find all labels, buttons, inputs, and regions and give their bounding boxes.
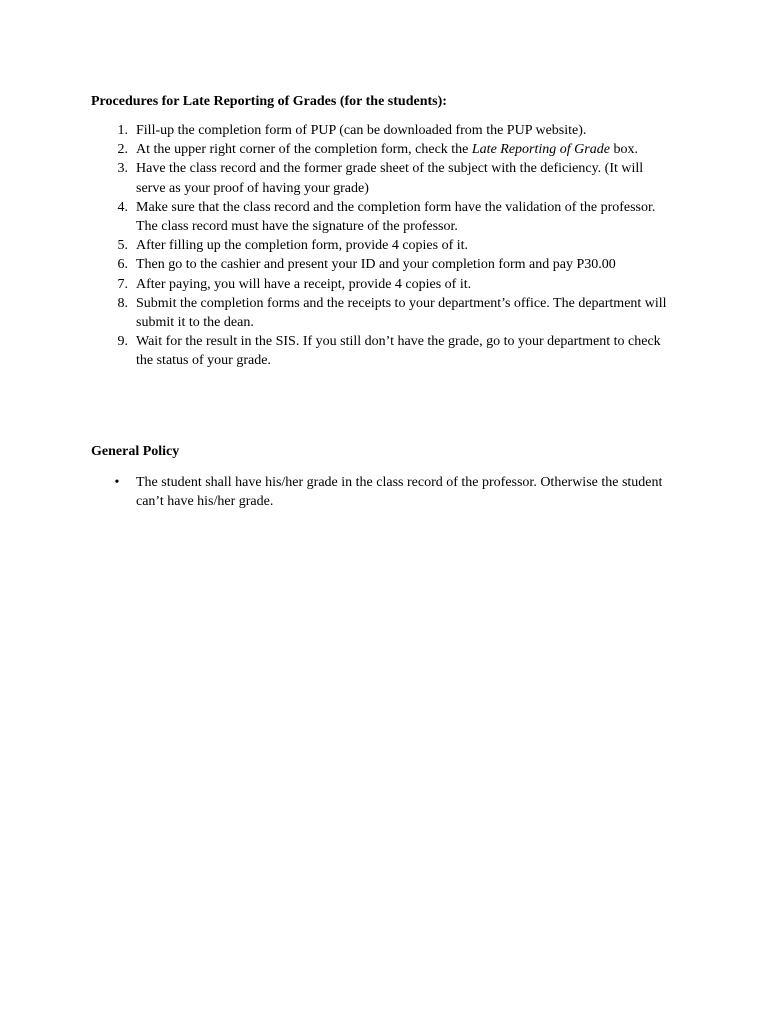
step-number: 9.	[117, 334, 128, 350]
step-number: 5.	[117, 238, 128, 254]
step-text	[136, 140, 676, 159]
step-text: After filling up the completion form, provide 4 copies of it.	[136, 238, 469, 254]
procedure-step	[0, 294, 768, 332]
step-number: 6.	[117, 257, 128, 273]
step-text: Then go to the cashier and present your ID and your completion form and pay P30.00	[136, 257, 616, 273]
general-policy-list	[0, 473, 768, 511]
procedure-step	[0, 159, 768, 197]
general-policy-heading: General Policy	[91, 444, 180, 459]
policy-text: The student shall have his/her grade in the class record of the professor. Otherwise the student can’t have his/her grade.	[136, 475, 663, 510]
step-number: 2.	[117, 142, 128, 158]
procedure-step	[0, 121, 768, 140]
step-number: 3.	[117, 161, 128, 177]
step-text-after: box.	[609, 142, 638, 158]
bullet-icon: •	[114, 475, 120, 490]
procedure-step	[0, 255, 768, 274]
step-number: 4.	[117, 199, 128, 215]
procedure-step	[0, 332, 768, 370]
step-text: Wait for the result in the SIS. If you still don’t have the grade, go to your department to check the status of your grade.	[136, 334, 661, 369]
step-number: 8.	[117, 295, 128, 311]
step-text: After paying, you will have a receipt, provide 4 copies of it.	[136, 276, 472, 292]
procedure-step	[0, 236, 768, 255]
procedure-step	[0, 140, 768, 159]
procedures-list	[0, 121, 768, 371]
step-text-before: At the upper right corner of the completion form, check the	[136, 142, 472, 158]
step-number: 1.	[117, 123, 128, 138]
step-number: 7.	[117, 276, 128, 292]
procedure-step	[0, 198, 768, 236]
step-text: Fill-up the completion form of PUP (can be downloaded from the PUP website).	[136, 123, 587, 138]
procedure-step	[0, 275, 768, 294]
step-text: Submit the completion forms and the receipts to your department’s office. The department will submit it to the dean.	[136, 295, 667, 331]
procedures-heading: Procedures for Late Reporting of Grades (for the students):	[91, 94, 447, 109]
step-text-emphasis: Late Reporting of Grade	[471, 142, 610, 158]
step-text: Make sure that the class record and the completion form have the validation of the professor. The class record must have the signature of the professor.	[136, 199, 656, 235]
step-text: Have the class record and the former grade sheet of the subject with the deficiency. (It will serve as your proof of having your grade)	[136, 161, 644, 196]
policy-item	[0, 473, 768, 511]
